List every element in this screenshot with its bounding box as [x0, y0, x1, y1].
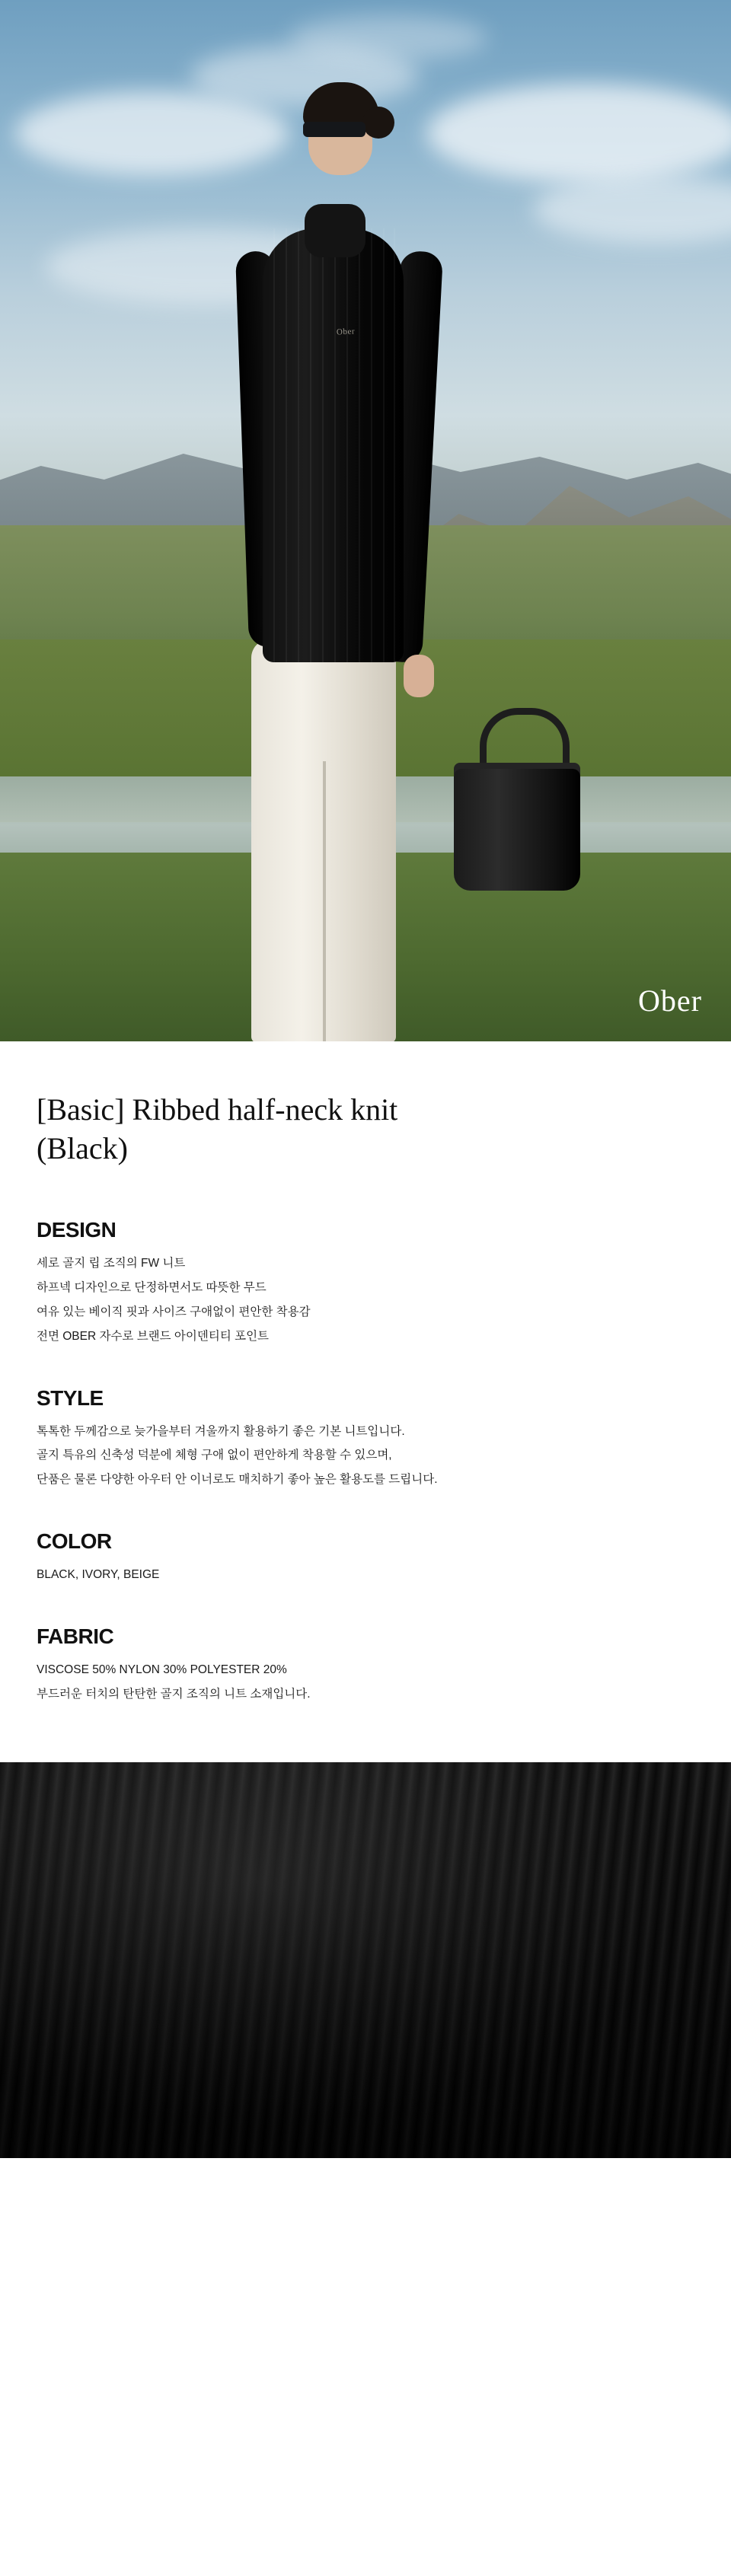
- section-body: [37, 1423, 694, 1490]
- section-line: 골지 특유의 신축성 덕분에 체형 구애 없이 편안하게 착용할 수 있으며,: [37, 1449, 392, 1462]
- section-body: [37, 1255, 694, 1346]
- handbag: [454, 769, 580, 891]
- section-line: BLACK, IVORY, BEIGE: [37, 1567, 160, 1581]
- section-line: 톡톡한 두께감으로 늦가을부터 겨울까지 활용하기 좋은 기본 니트입니다.: [37, 1424, 405, 1438]
- section-body: [37, 1661, 694, 1704]
- section-color: [37, 1529, 694, 1585]
- section-heading: FABRIC: [37, 1624, 114, 1648]
- section-heading: COLOR: [37, 1529, 112, 1553]
- product-info: [0, 1041, 731, 1762]
- model-figure: [0, 0, 731, 1041]
- section-heading: STYLE: [37, 1385, 104, 1410]
- fabric-closeup-photo: [0, 1762, 731, 2158]
- section-line: VISCOSE 50% NYLON 30% POLYESTER 20%: [37, 1663, 287, 1676]
- section-line: 하프넥 디자인으로 단정하면서도 따뜻한 무드: [37, 1281, 267, 1295]
- page-title: [37, 1090, 694, 1168]
- section-fabric: [37, 1624, 694, 1704]
- product-subtitle: (Black): [37, 1131, 128, 1166]
- section-line: 세로 골지 립 조직의 FW 니트: [37, 1257, 186, 1270]
- section-line: 여유 있는 베이직 핏과 사이즈 구애없이 편안한 착용감: [37, 1305, 311, 1318]
- section-line: 부드러운 터치의 탄탄한 골지 조직의 니트 소재입니다.: [37, 1687, 311, 1701]
- model-half-neck-collar: [305, 204, 366, 257]
- model-hair-bun: [362, 107, 394, 139]
- section-design: [37, 1218, 694, 1346]
- fabric-shadow: [0, 1762, 731, 2158]
- model-hand: [404, 655, 434, 697]
- product-title: [Basic] Ribbed half-neck knit: [37, 1092, 398, 1127]
- model-knit-top: [263, 228, 404, 662]
- section-body: [37, 1566, 694, 1585]
- chest-embroidery-logo: Ober: [336, 327, 356, 337]
- brand-wordmark: Ober: [638, 984, 702, 1018]
- section-line: 단품은 물론 다양한 아우터 안 이너로도 매치하기 좋아 높은 활용도를 드립니다.: [37, 1473, 438, 1487]
- section-heading: DESIGN: [37, 1218, 117, 1242]
- trouser-seam: [323, 761, 326, 1041]
- section-style: [37, 1386, 694, 1490]
- section-line: 전면 OBER 자수로 브랜드 아이덴티티 포인트: [37, 1329, 270, 1343]
- sunglasses-icon: [303, 122, 366, 137]
- hero-product-photo: [0, 0, 731, 1041]
